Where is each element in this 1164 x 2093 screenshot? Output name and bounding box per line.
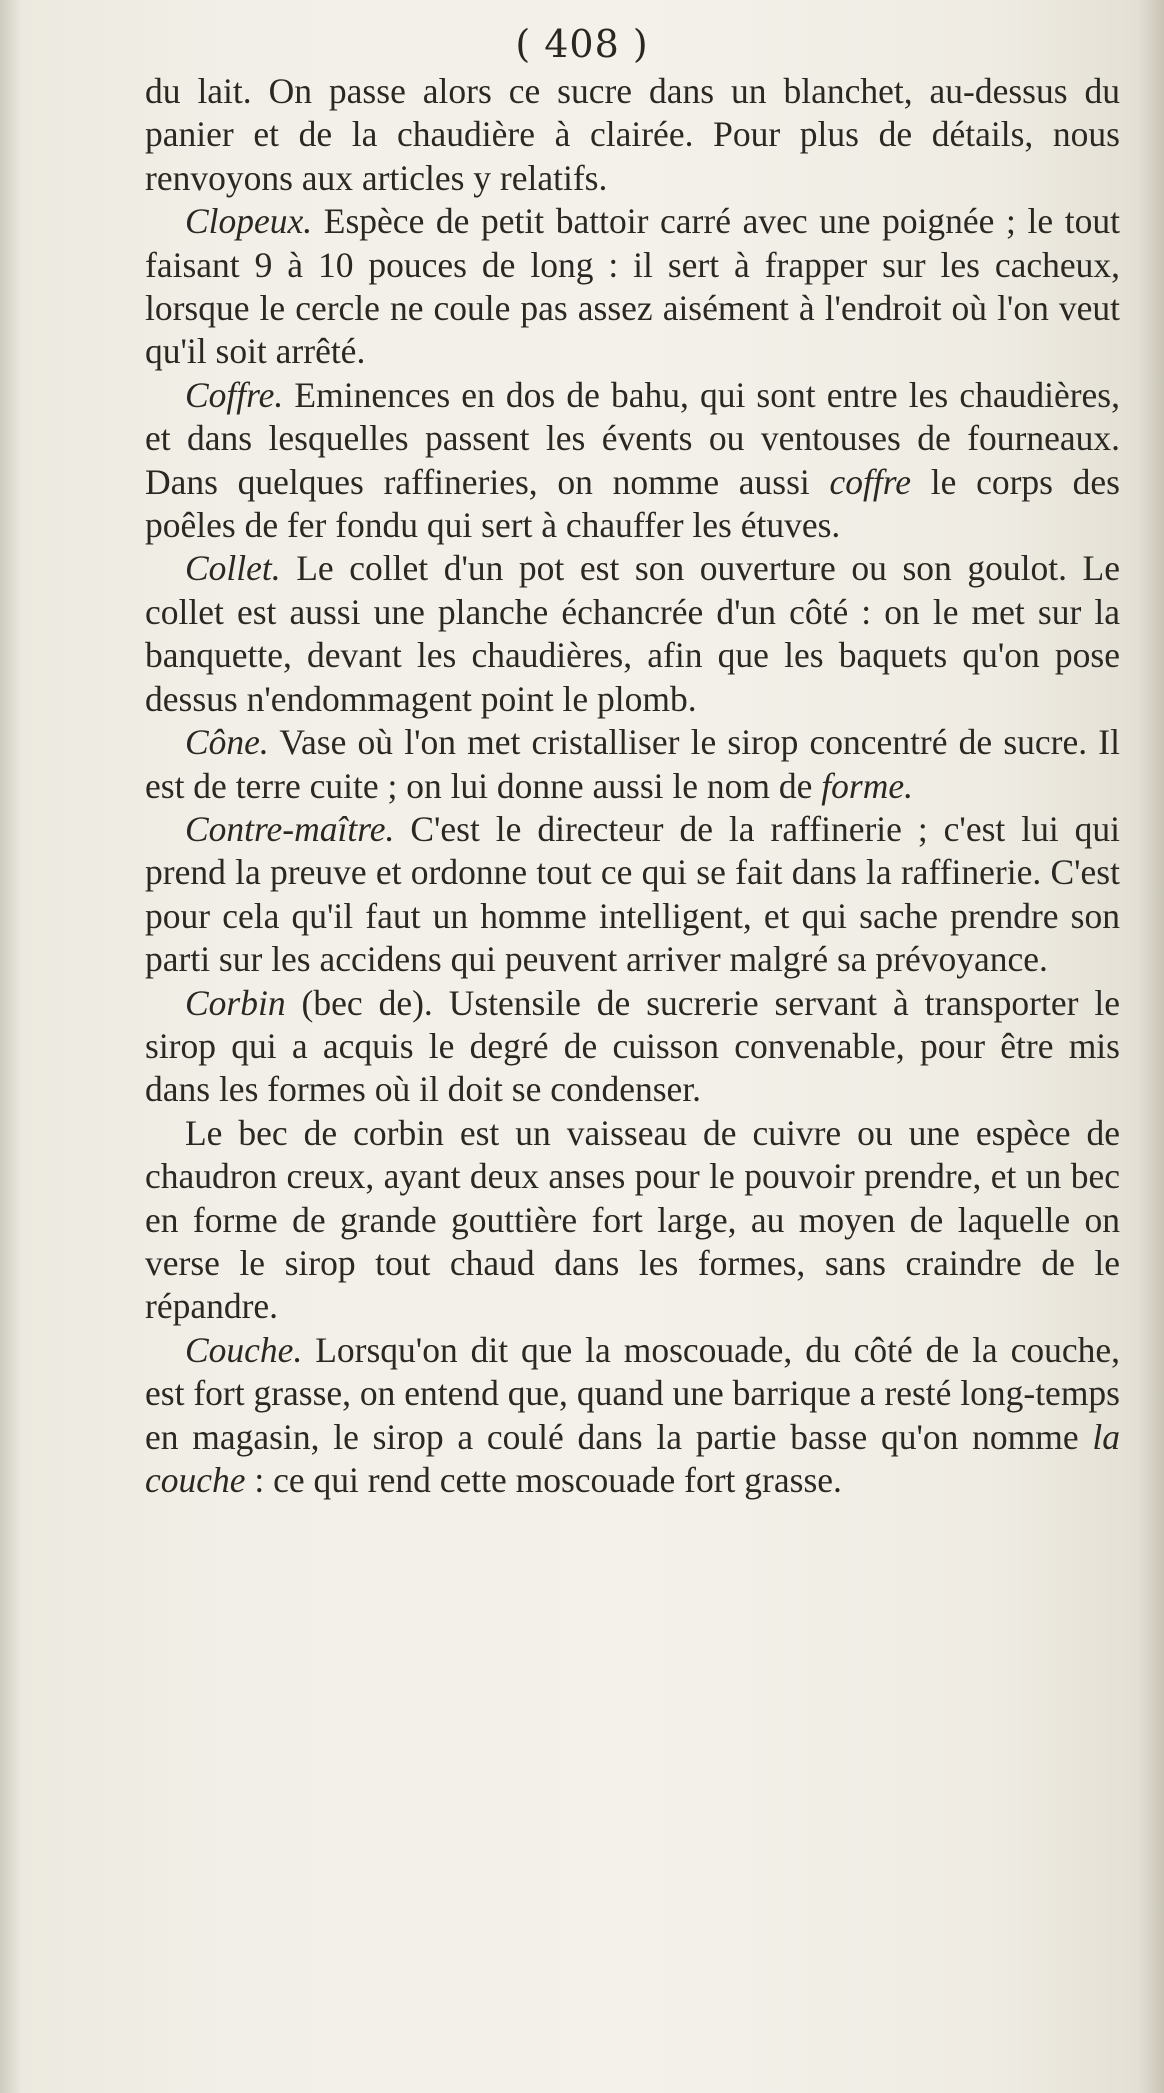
entry-coffre — [145, 374, 1120, 548]
entry-definition-cont: le corps des poêles de fer fondu qui sert à chauffer les étuves. — [145, 461, 1120, 546]
entry-term: Collet. — [185, 548, 281, 589]
binding-shadow — [0, 0, 22, 2093]
entry-definition: C'est le directeur de la raffinerie ; c'est lui qui prend la preuve et ordonne tout ce qui se fait dans la raffinerie. C'est pour cela qu'il faut un homme intelligent, et qui sache prendre son parti sur les accidens qui peuvent arriver malgré sa prévoyance. — [145, 808, 1120, 980]
entry-italic-word: coffre — [829, 461, 912, 502]
page-edge — [1138, 0, 1164, 2093]
entry-term: Coffre. — [185, 374, 284, 415]
entry-term: Couche. — [185, 1329, 303, 1370]
page-text — [145, 70, 1120, 1502]
entry-definition: Vase où l'on met cristalliser le sirop concentré de sucre. Il est de terre cuite ; on lui donne aussi le nom de — [145, 722, 1120, 806]
entry-couche — [145, 1329, 1120, 1503]
entry-term: Clopeux. — [185, 201, 313, 242]
paragraph-continuation — [145, 70, 1120, 200]
entry-term: Corbin — [185, 982, 286, 1023]
entry-clopeux — [145, 200, 1120, 374]
paragraph-bec-de-corbin — [145, 1112, 1120, 1329]
entry-definition: Lorsqu'on dit que la moscouade, du côté de la couche, est fort grasse, on entend que, quand une barrique a resté long-temps en magasin, le sirop a coulé dans la partie basse qu'on nomme — [145, 1329, 1120, 1457]
entry-definition: Eminences en dos de bahu, qui sont entre les chaudières, et dans lesquelles passent les évents ou ventouses de fourneaux. Dans quelques raffineries, on nomme aussi — [145, 374, 1120, 502]
entry-cone — [145, 721, 1120, 808]
entry-term: Contre-maître. — [185, 808, 395, 849]
entry-term: Cône. — [185, 722, 269, 763]
entry-italic-word: forme. — [821, 765, 913, 806]
entry-italic-word: la couche — [145, 1416, 1120, 1500]
entry-corbin — [145, 982, 1120, 1112]
entry-definition: (bec de). Ustensile de sucrerie servant à transporter le sirop qui a acquis le degré de cuisson convenable, pour être mis dans les formes où il doit se condenser. — [145, 982, 1120, 1110]
paragraph-text: Le bec de corbin est un vaisseau de cuivre ou une espèce de chaudron creux, ayant deux anses pour le pouvoir prendre, et un bec en forme de grande gouttière fort large, au moyen de laquelle on verse le sirop tout chaud dans les formes, sans craindre de le répandre. — [145, 1112, 1120, 1327]
entry-definition: Le collet d'un pot est son ouverture ou son goulot. Le collet est aussi une planche échancrée d'un côté : on le met sur la banquette, devant les chaudières, afin que les baquets qu'on pose dessus n'endommagent point le plomb. — [145, 548, 1120, 719]
entry-contre-maitre — [145, 808, 1120, 982]
paragraph-text: du lait. On passe alors ce sucre dans un blanchet, au-dessus du panier et de la chaudière à clairée. Pour plus de détails, nous renvoyons aux articles y relatifs. — [145, 71, 1120, 198]
entry-collet — [145, 547, 1120, 721]
entry-definition-cont: : ce qui rend cette moscouade fort grasse. — [245, 1460, 842, 1500]
entry-definition: Espèce de petit battoir carré avec une poignée ; le tout faisant 9 à 10 pouces de long : il sert à frapper sur les cacheux, lorsque le cercle ne coule pas assez aisément à l'endroit où l'on veut qu'il soit arrêté. — [145, 201, 1120, 372]
page-number: ( 408 ) — [515, 22, 649, 66]
